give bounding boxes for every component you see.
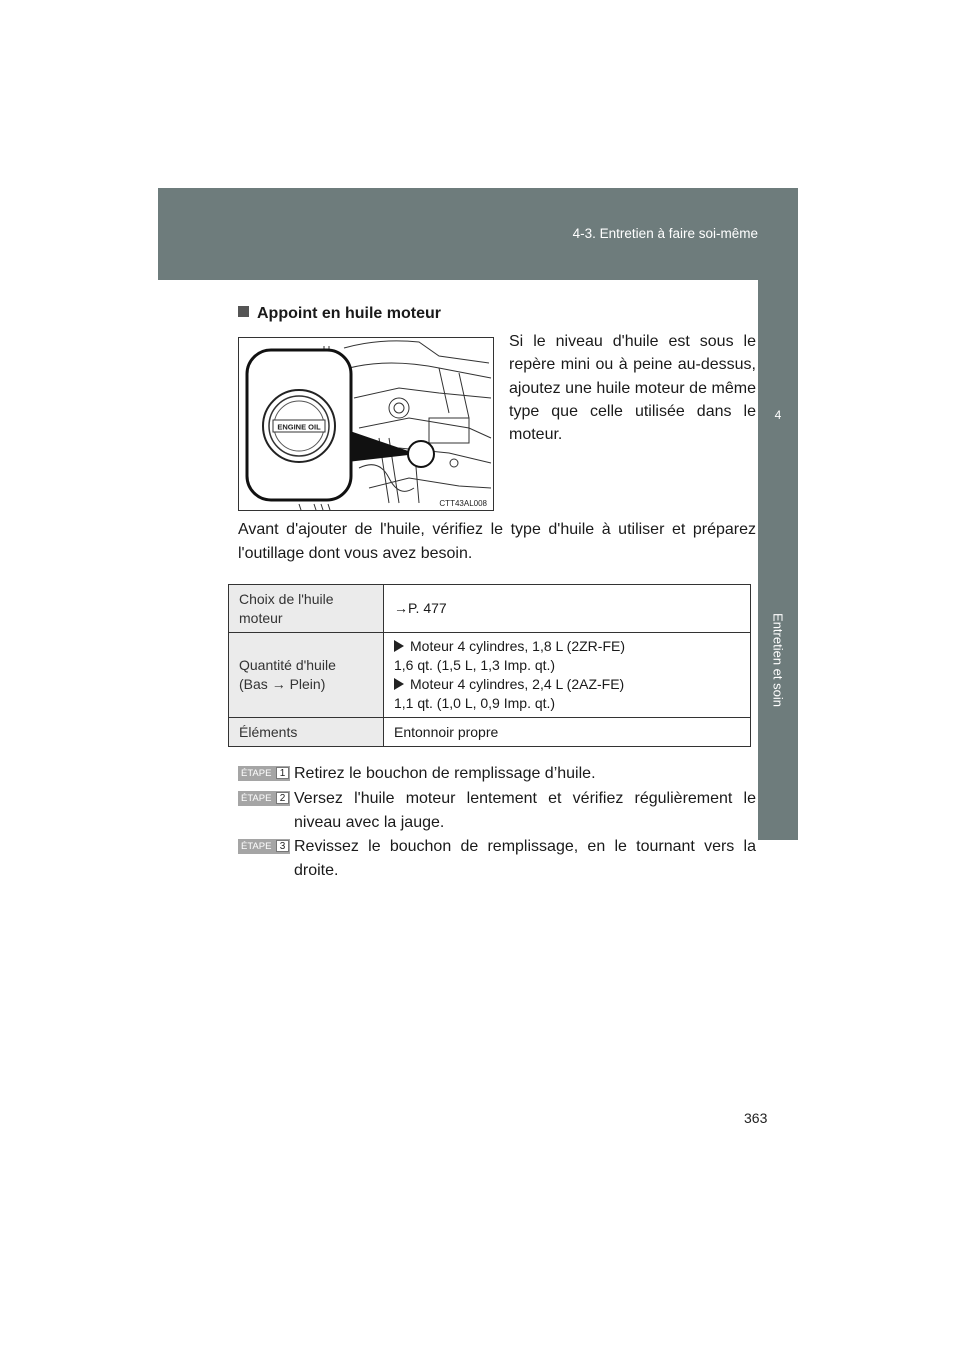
- table-row: [229, 633, 751, 718]
- step-badge: ÉTAPE 3: [238, 839, 290, 854]
- table-cell-label: Éléments: [229, 718, 384, 747]
- step-text: Versez l'huile moteur lentement et vérifiez régulièrement le niveau avec la jauge.: [294, 790, 756, 831]
- table-cell-label: Quantité d'huile (Bas → Plein): [229, 633, 384, 718]
- step-text: Retirez le bouchon de remplissage d’huile.: [294, 765, 596, 782]
- step-badge: ÉTAPE 1: [238, 766, 290, 781]
- header-band: [158, 188, 798, 280]
- preparation-paragraph: Avant d'ajouter de l'huile, vérifiez le type d'huile à utiliser et préparez l'outillage dont vous avez besoin.: [238, 521, 756, 562]
- step-2: [238, 787, 756, 835]
- step-3: [238, 835, 756, 883]
- step-number: 1: [276, 767, 289, 779]
- page-reference: P. 477: [408, 600, 447, 616]
- section-title: 4-3. Entretien à faire soi-même: [572, 226, 758, 241]
- arrow-icon: →: [271, 676, 286, 692]
- engine-oil-cap-illustration: [238, 337, 494, 511]
- step-number: 2: [276, 792, 289, 804]
- heading-text: Appoint en huile moteur: [257, 305, 441, 322]
- section-heading: [238, 305, 441, 323]
- table-cell-value: Moteur 4 cylindres, 1,8 L (2ZR-FE) 1,6 qt. (1,5 L, 1,3 Imp. qt.) Moteur 4 cylindres, 2,4 L (2AZ-FE) 1,1 qt. (1,0 L, 0,9 Imp. qt.): [384, 633, 751, 718]
- page-number: 363: [744, 1110, 768, 1126]
- step-1: [238, 762, 756, 786]
- triangle-bullet-icon: [394, 678, 404, 690]
- figure-code: CTT43AL008: [439, 499, 487, 508]
- step-badge: ÉTAPE 2: [238, 791, 290, 806]
- table-cell-value: Entonnoir propre: [384, 718, 751, 747]
- chapter-number: 4: [774, 408, 782, 422]
- chapter-side-tab: [758, 280, 798, 840]
- table-row: [229, 585, 751, 633]
- cap-label: ENGINE OIL: [277, 422, 321, 432]
- triangle-bullet-icon: [394, 640, 404, 652]
- engine-bay-drawing: [239, 338, 493, 510]
- callout-pointer: [347, 430, 417, 462]
- table-cell-value: [384, 585, 751, 633]
- oil-spec-table: [228, 584, 751, 747]
- step-number: 3: [276, 840, 289, 852]
- table-row: [229, 718, 751, 747]
- intro-text: Si le niveau d'huile est sous le repère mini ou à peine au-dessus, ajoutez une huile moteur de même type que celle utilisée dans le moteur.: [509, 333, 756, 444]
- chapter-title: Entretien et soin: [770, 613, 786, 707]
- table-cell-label: Choix de l'huile moteur: [229, 585, 384, 633]
- square-bullet-icon: [238, 306, 249, 317]
- step-text: Revissez le bouchon de remplissage, en le tournant vers la droite.: [294, 838, 756, 879]
- arrow-icon: →: [394, 600, 408, 616]
